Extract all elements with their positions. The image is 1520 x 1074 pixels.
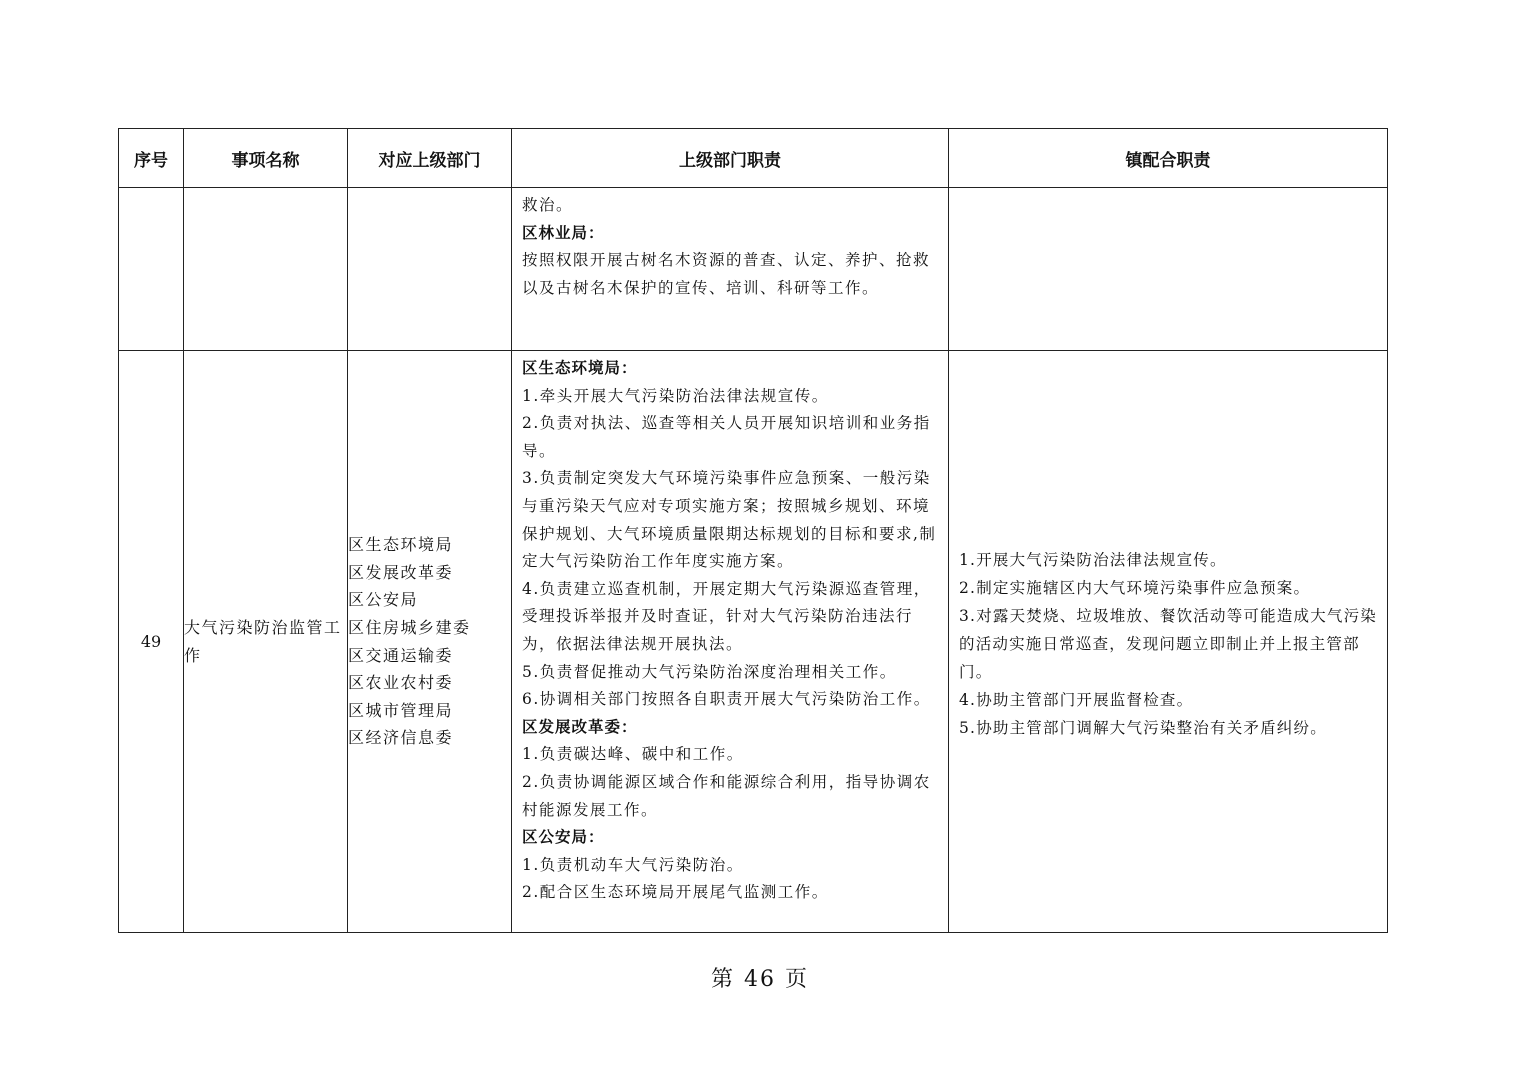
superior-duties-text — [512, 351, 948, 907]
item-name-cell — [184, 188, 348, 351]
item-name-cell: 大气污染防治监管工作 — [184, 351, 348, 933]
duty-line: 4.负责建立巡查机制，开展定期大气污染源巡查管理，受理投诉举报并及时查证，针对大气污染防治违法行为，依据法律法规开展执法。 — [522, 579, 931, 653]
superior-duties-cell — [512, 351, 949, 933]
duty-line: 2.负责协调能源区域合作和能源综合利用，指导协调农村能源发展工作。 — [522, 772, 931, 819]
town-duty-line: 5.协助主管部门调解大气污染整治有关矛盾纠纷。 — [959, 718, 1327, 737]
department-item: 区公安局 — [348, 590, 419, 610]
seq-cell — [119, 188, 184, 351]
header-row — [119, 129, 1388, 188]
duty-line: 按照权限开展古树名木资源的普查、认定、养护、抢救以及古树名木保护的宣传、培训、科研等工作。 — [522, 251, 931, 297]
duty-table — [118, 128, 1388, 933]
department-item: 区交通运输委 — [348, 645, 454, 665]
departments-cell — [348, 188, 512, 351]
duty-line: 5.负责督促推动大气污染防治深度治理相关工作。 — [522, 662, 897, 681]
duty-line: 1.牵头开展大气污染防治法律法规宣传。 — [522, 386, 829, 405]
superior-duties-text — [512, 188, 948, 302]
department-item: 区经济信息委 — [348, 728, 454, 748]
duty-line: 2.配合区生态环境局开展尾气监测工作。 — [522, 883, 829, 902]
town-duties-cell — [949, 188, 1388, 351]
departments-cell — [348, 351, 512, 933]
header-item-name: 事项名称 — [184, 129, 348, 188]
department-heading: 区发展改革委： — [522, 717, 638, 736]
duty-line: 2.负责对执法、巡查等相关人员开展知识培训和业务指导。 — [522, 414, 931, 460]
duty-line: 6.协调相关部门按照各自职责开展大气污染防治工作。 — [522, 690, 931, 709]
town-duty-line: 3.对露天焚烧、垃圾堆放、餐饮活动等可能造成大气污染的活动实施日常巡查，发现问题立即制止并上报主管部门。 — [959, 606, 1377, 681]
department-heading: 区林业局： — [522, 223, 605, 242]
town-duties-cell — [949, 351, 1388, 933]
header-town-duties: 镇配合职责 — [949, 129, 1388, 188]
duty-line: 救治。 — [522, 196, 574, 214]
table-row — [119, 351, 1388, 933]
header-seq: 序号 — [119, 129, 184, 188]
town-duty-line: 2.制定实施辖区内大气环境污染事件应急预案。 — [959, 578, 1311, 597]
seq-cell: 49 — [119, 351, 184, 933]
department-heading: 区生态环境局： — [522, 359, 638, 377]
duty-line: 1.负责碳达峰、碳中和工作。 — [522, 745, 744, 764]
town-duty-line: 1.开展大气污染防治法律法规宣传。 — [959, 550, 1227, 569]
superior-duties-cell — [512, 188, 949, 351]
department-item: 区城市管理局 — [348, 700, 454, 720]
duty-line: 1.负责机动车大气污染防治。 — [522, 855, 744, 874]
duty-line: 3.负责制定突发大气环境污染事件应急预案、一般污染与重污染天气应对专项实施方案；按照城乡规划、环境保护规划、大气环境质量限期达标规划的目标和要求,制定大气污染防治工作年度实施方案。 — [522, 469, 937, 571]
department-heading: 区公安局： — [522, 828, 605, 847]
department-item: 区住房城乡建委 — [348, 617, 471, 637]
department-list — [348, 531, 511, 752]
department-item: 区生态环境局 — [348, 535, 454, 555]
department-item: 区农业农村委 — [348, 673, 454, 693]
page-number: 第 46 页 — [711, 967, 809, 992]
town-duty-line: 4.协助主管部门开展监督检查。 — [959, 690, 1194, 709]
department-item: 区发展改革委 — [348, 562, 454, 582]
header-superior-dept: 对应上级部门 — [348, 129, 512, 188]
table-row — [119, 188, 1388, 351]
town-duties-text — [949, 542, 1387, 742]
header-superior-duties: 上级部门职责 — [512, 129, 949, 188]
